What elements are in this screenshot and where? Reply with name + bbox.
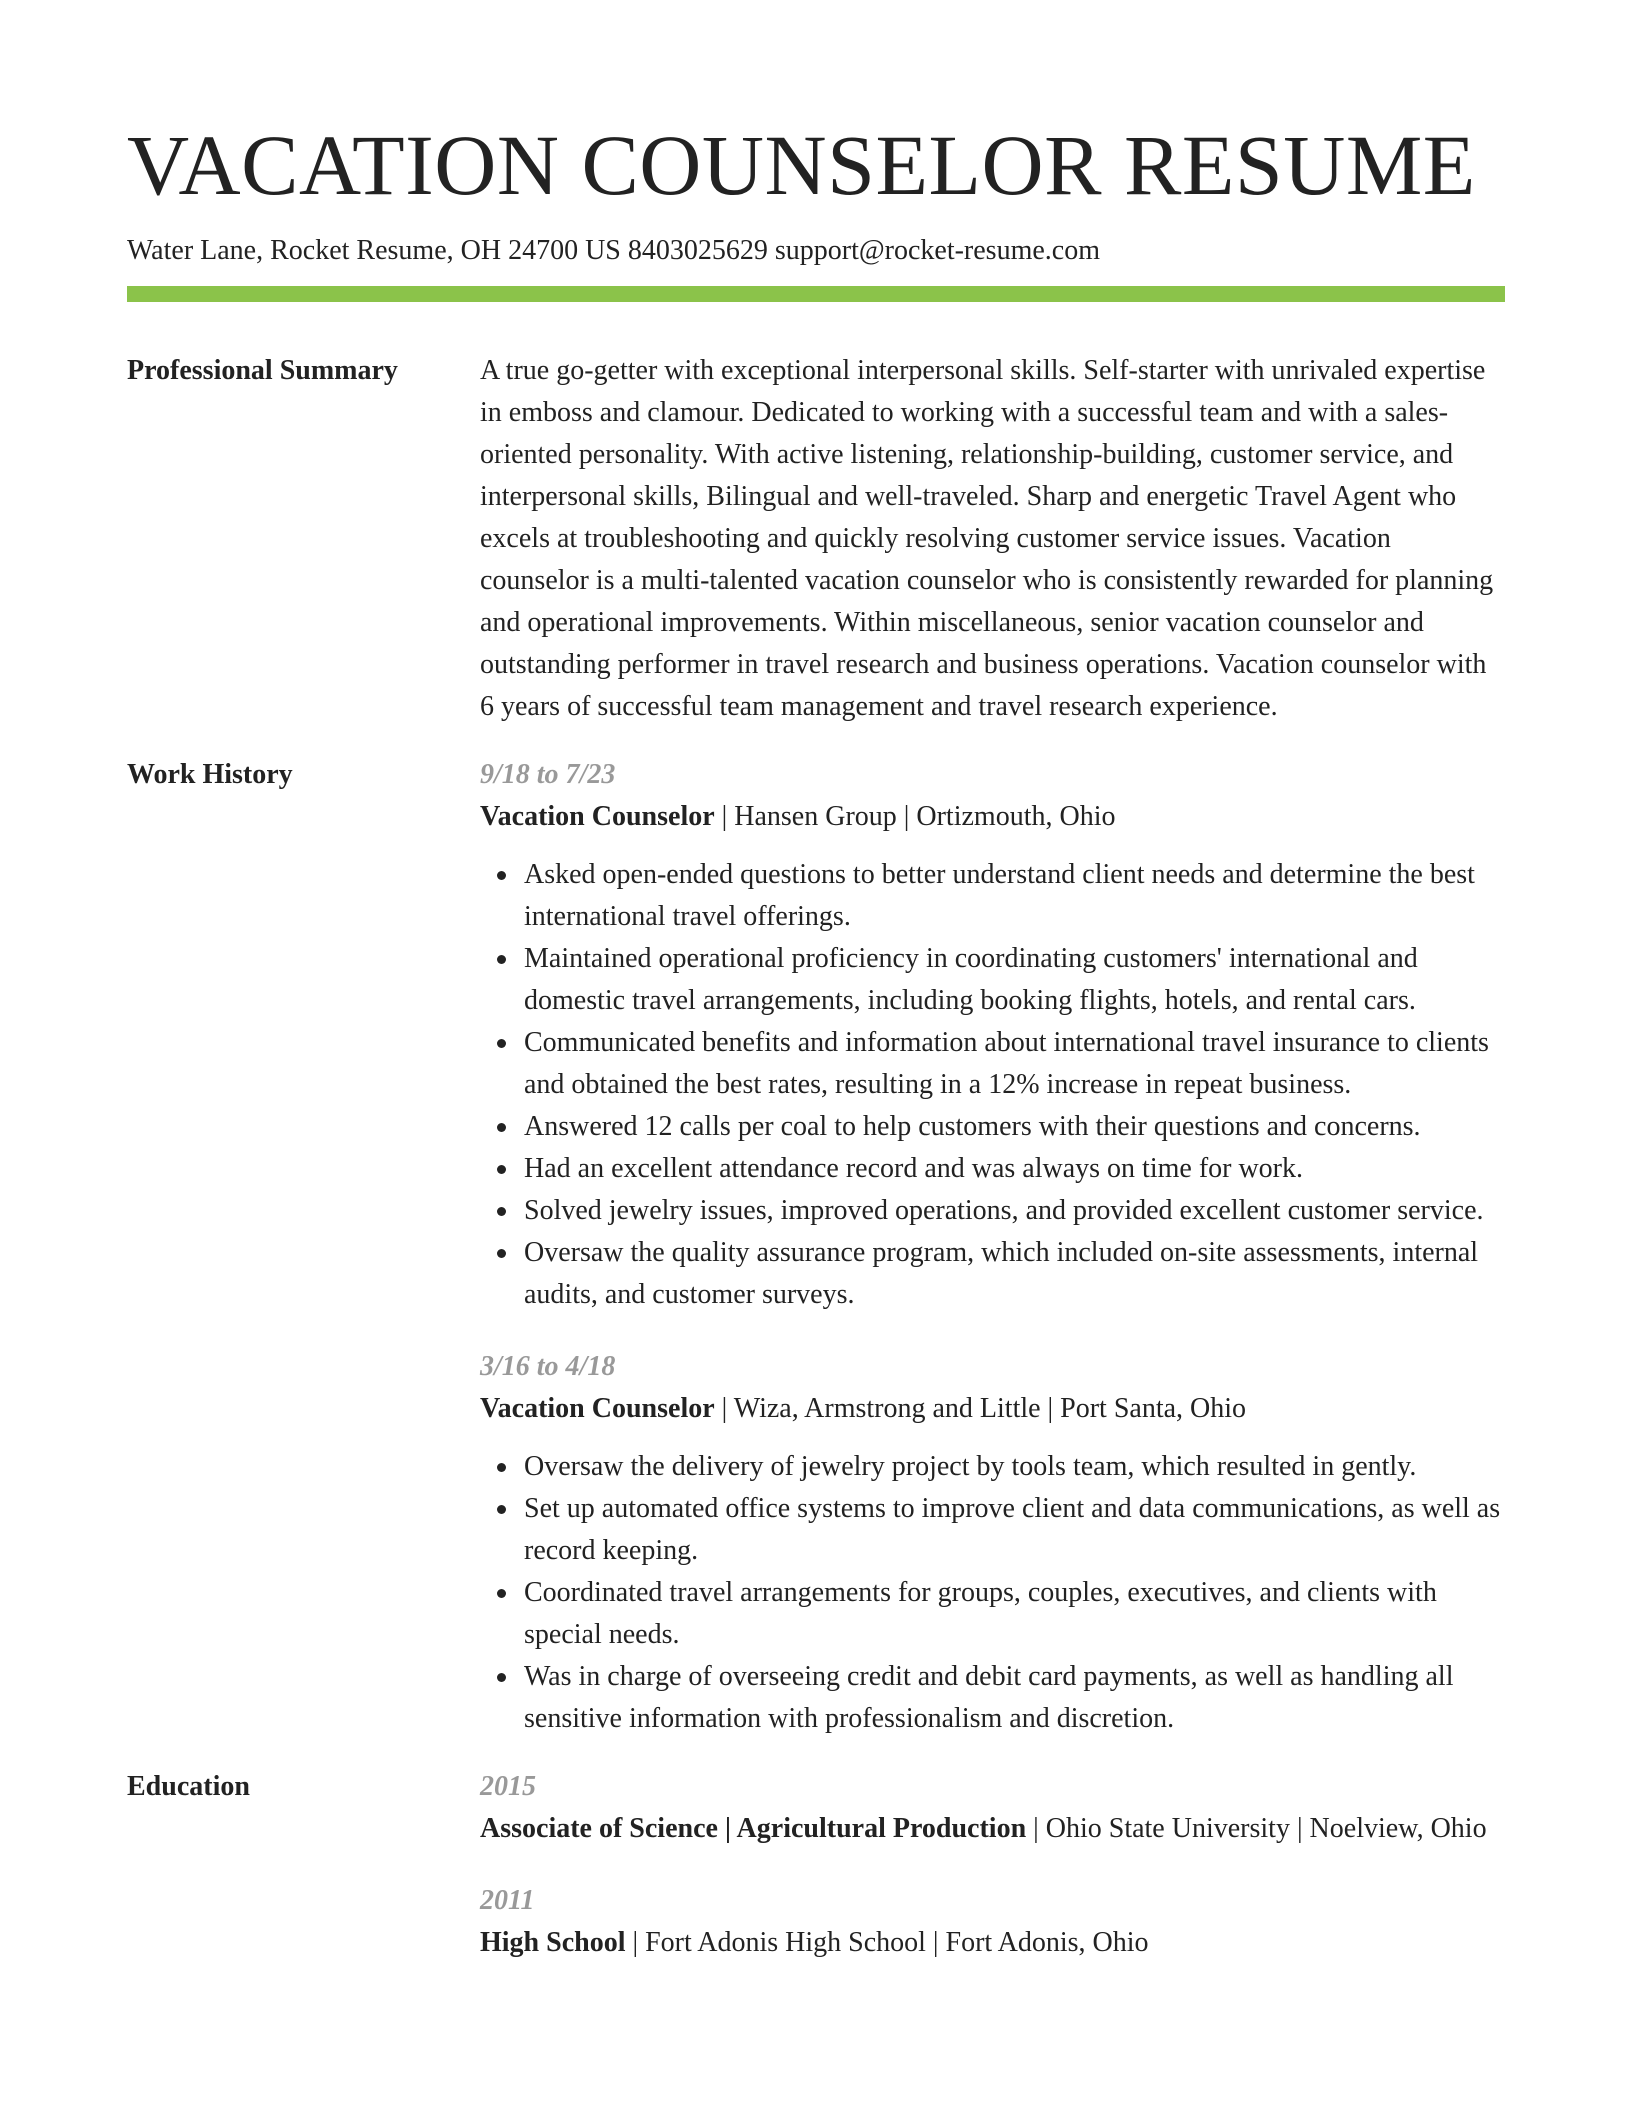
bullet-dot-icon [497,1165,506,1174]
education-entry [480,1766,1505,1850]
job-bullet [524,1022,1505,1106]
job-bullet [524,1572,1505,1656]
job-bullet [524,1232,1505,1316]
job-bullet-text: Oversaw the quality assurance program, which included on-site assessments, internal audits, and customer surveys. [524,1237,1479,1310]
job-details: | Hansen Group | Ortizmouth, Ohio [714,801,1116,832]
job-title: Vacation Counselor [480,1393,715,1424]
education-date: 2015 [480,1771,536,1802]
bullet-dot-icon [497,955,506,964]
accent-divider [127,286,1505,302]
bullet-dot-icon [497,871,506,880]
education-label: Education [127,1771,250,1802]
job-bullet [524,854,1505,938]
bullet-dot-icon [497,1505,506,1514]
job-bullet [524,1488,1505,1572]
job-bullet [524,938,1505,1022]
job-bullet-text: Solved jewelry issues, improved operations, and provided excellent customer service. [524,1195,1484,1226]
job-bullet [524,1106,1505,1148]
education-body [480,1766,1505,1964]
job-bullet-text: Communicated benefits and information about international travel insurance to clients and obtained the best rates, resulting in a 12% increase in repeat business. [524,1027,1489,1100]
job-bullet-list [480,854,1505,1316]
work-history-label: Work History [127,759,293,790]
job-title: Vacation Counselor [480,801,715,832]
job-bullet-text: Had an excellent attendance record and was always on time for work. [524,1153,1304,1184]
summary-body [480,350,1505,728]
education-date: 2011 [480,1885,535,1916]
job-bullet-text: Oversaw the delivery of jewelry project by tools team, which resulted in gently. [524,1451,1417,1482]
job-heading [480,1388,1505,1430]
education-section [127,1766,1505,1964]
job-bullet-text: Was in charge of overseeing credit and debit card payments, as well as handling all sensitive information with professionalism and discretion. [524,1661,1454,1734]
bullet-dot-icon [497,1123,506,1132]
education-degree: Associate of Science | Agricultural Production [480,1813,1027,1844]
job-bullet-text: Coordinated travel arrangements for groups, couples, executives, and clients with special needs. [524,1577,1437,1650]
job-date: 3/16 to 4/18 [480,1351,616,1382]
job-bullet [524,1190,1505,1232]
resume-title: VACATION COUNSELOR RESUME [127,117,1476,213]
bullet-dot-icon [497,1673,506,1682]
bullet-dot-icon [497,1039,506,1048]
job-bullet [524,1446,1505,1488]
summary-label: Professional Summary [127,355,398,386]
job-bullet-text: Answered 12 calls per coal to help customers with their questions and concerns. [524,1111,1421,1142]
work-history-body [480,754,1505,1740]
resume-sections [127,350,1505,1964]
education-details: | Fort Adonis High School | Fort Adonis, Ohio [625,1927,1149,1958]
job-bullet-list [480,1446,1505,1740]
bullet-dot-icon [497,1463,506,1472]
bullet-dot-icon [497,1249,506,1258]
education-degree: High School [480,1927,626,1958]
work-history-section [127,754,1505,1740]
summary-text: A true go-getter with exceptional interpersonal skills. Self-starter with unrivaled expertise in emboss and clamour. Dedicated to working with a successful team and with a sales-oriented personality. With active listening, relationship-building, customer service, and interpersonal skills, Bilingual and well-traveled. Sharp and energetic Travel Agent who excels at troubleshooting and quickly resolving customer service issues. Vacation counselor is a multi-talented vacation counselor who is consistently rewarded for planning and operational improvements. Within miscellaneous, senior vacation counselor and outstanding performer in travel research and business operations. Vacation counselor with 6 years of successful team management and travel research experience. [480,355,1494,722]
job-bullet-text: Set up automated office systems to improve client and data communications, as well as record keeping. [524,1493,1501,1566]
job-entry [480,754,1505,1316]
education-details: | Ohio State University | Noelview, Ohio [1026,1813,1487,1844]
bullet-dot-icon [497,1207,506,1216]
education-heading [480,1808,1505,1850]
job-bullet-text: Asked open-ended questions to better understand client needs and determine the best international travel offerings. [524,859,1475,932]
job-details: | Wiza, Armstrong and Little | Port Santa, Ohio [714,1393,1247,1424]
education-entry [480,1880,1505,1964]
summary-section [127,350,1505,728]
job-heading [480,796,1505,838]
contact-info: Water Lane, Rocket Resume, OH 24700 US 8403025629 support@rocket-resume.com [127,235,1100,266]
job-bullet [524,1656,1505,1740]
job-entry [480,1346,1505,1740]
education-heading [480,1922,1505,1964]
job-bullet [524,1148,1505,1190]
bullet-dot-icon [497,1589,506,1598]
job-date: 9/18 to 7/23 [480,759,616,790]
job-bullet-text: Maintained operational proficiency in coordinating customers' international and domestic travel arrangements, including booking flights, hotels, and rental cars. [524,943,1418,1016]
